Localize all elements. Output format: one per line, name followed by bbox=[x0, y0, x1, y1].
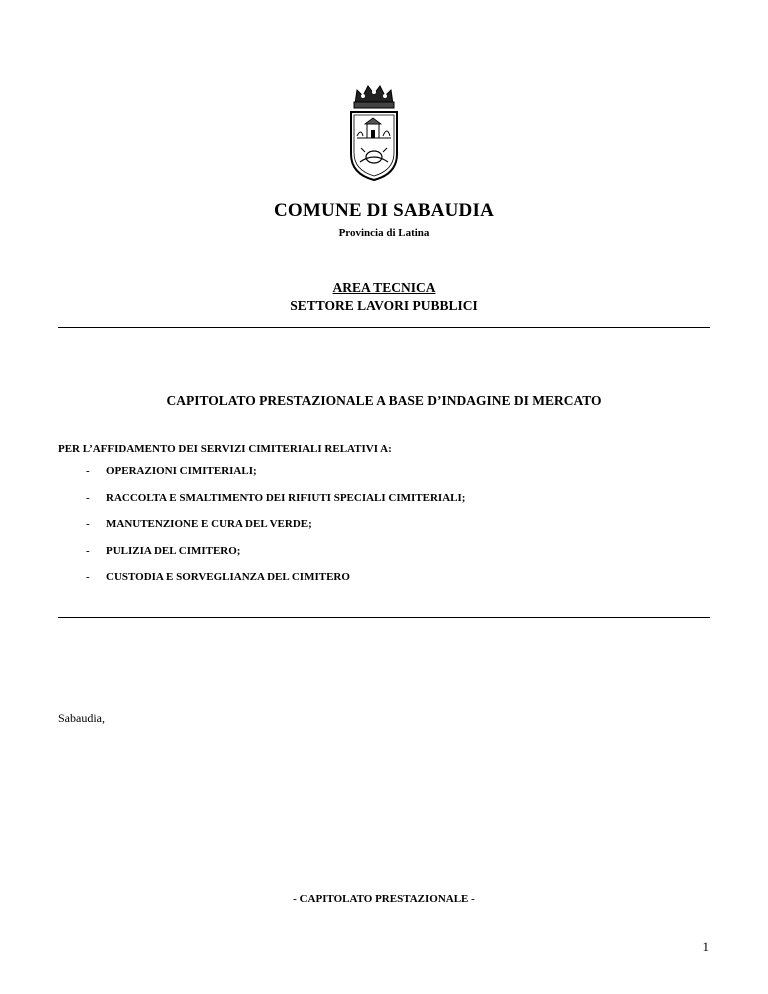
footer-label: - CAPITOLATO PRESTAZIONALE - bbox=[293, 893, 475, 905]
horizontal-divider-top bbox=[58, 327, 710, 328]
page-number: 1 bbox=[702, 939, 709, 954]
document-title: CAPITOLATO PRESTAZIONALE A BASE D’INDAGINE DI MERCATO bbox=[166, 393, 602, 408]
list-bullet: - bbox=[86, 465, 90, 477]
list-bullet: - bbox=[86, 571, 90, 583]
horizontal-divider-bottom bbox=[58, 617, 710, 618]
list-item-text: CUSTODIA E SORVEGLIANZA DEL CIMITERO bbox=[106, 571, 350, 583]
list-bullet: - bbox=[86, 491, 90, 504]
page-title: COMUNE DI SABAUDIA bbox=[273, 200, 494, 221]
page-subtitle: Provincia di Latina bbox=[338, 227, 430, 239]
municipal-coat-of-arms-icon bbox=[343, 82, 405, 182]
place-date-line: Sabaudia, bbox=[58, 711, 105, 725]
services-intro: PER L’AFFIDAMENTO DEI SERVIZI CIMITERIALI RELATIVI A: bbox=[58, 443, 392, 455]
list-item-text: RACCOLTA E SMALTIMENTO DEI RIFIUTI SPECIALI CIMITERIALI; bbox=[106, 491, 466, 504]
list-item-text: OPERAZIONI CIMITERIALI; bbox=[106, 465, 257, 477]
department-area: AREA TECNICA bbox=[332, 280, 436, 295]
list-bullet: - bbox=[86, 544, 90, 557]
list-item-text: PULIZIA DEL CIMITERO; bbox=[106, 544, 241, 557]
list-bullet: - bbox=[86, 518, 90, 530]
list-item-text: MANUTENZIONE E CURA DEL VERDE; bbox=[106, 518, 312, 530]
department-settore: SETTORE LAVORI PUBBLICI bbox=[290, 298, 478, 313]
